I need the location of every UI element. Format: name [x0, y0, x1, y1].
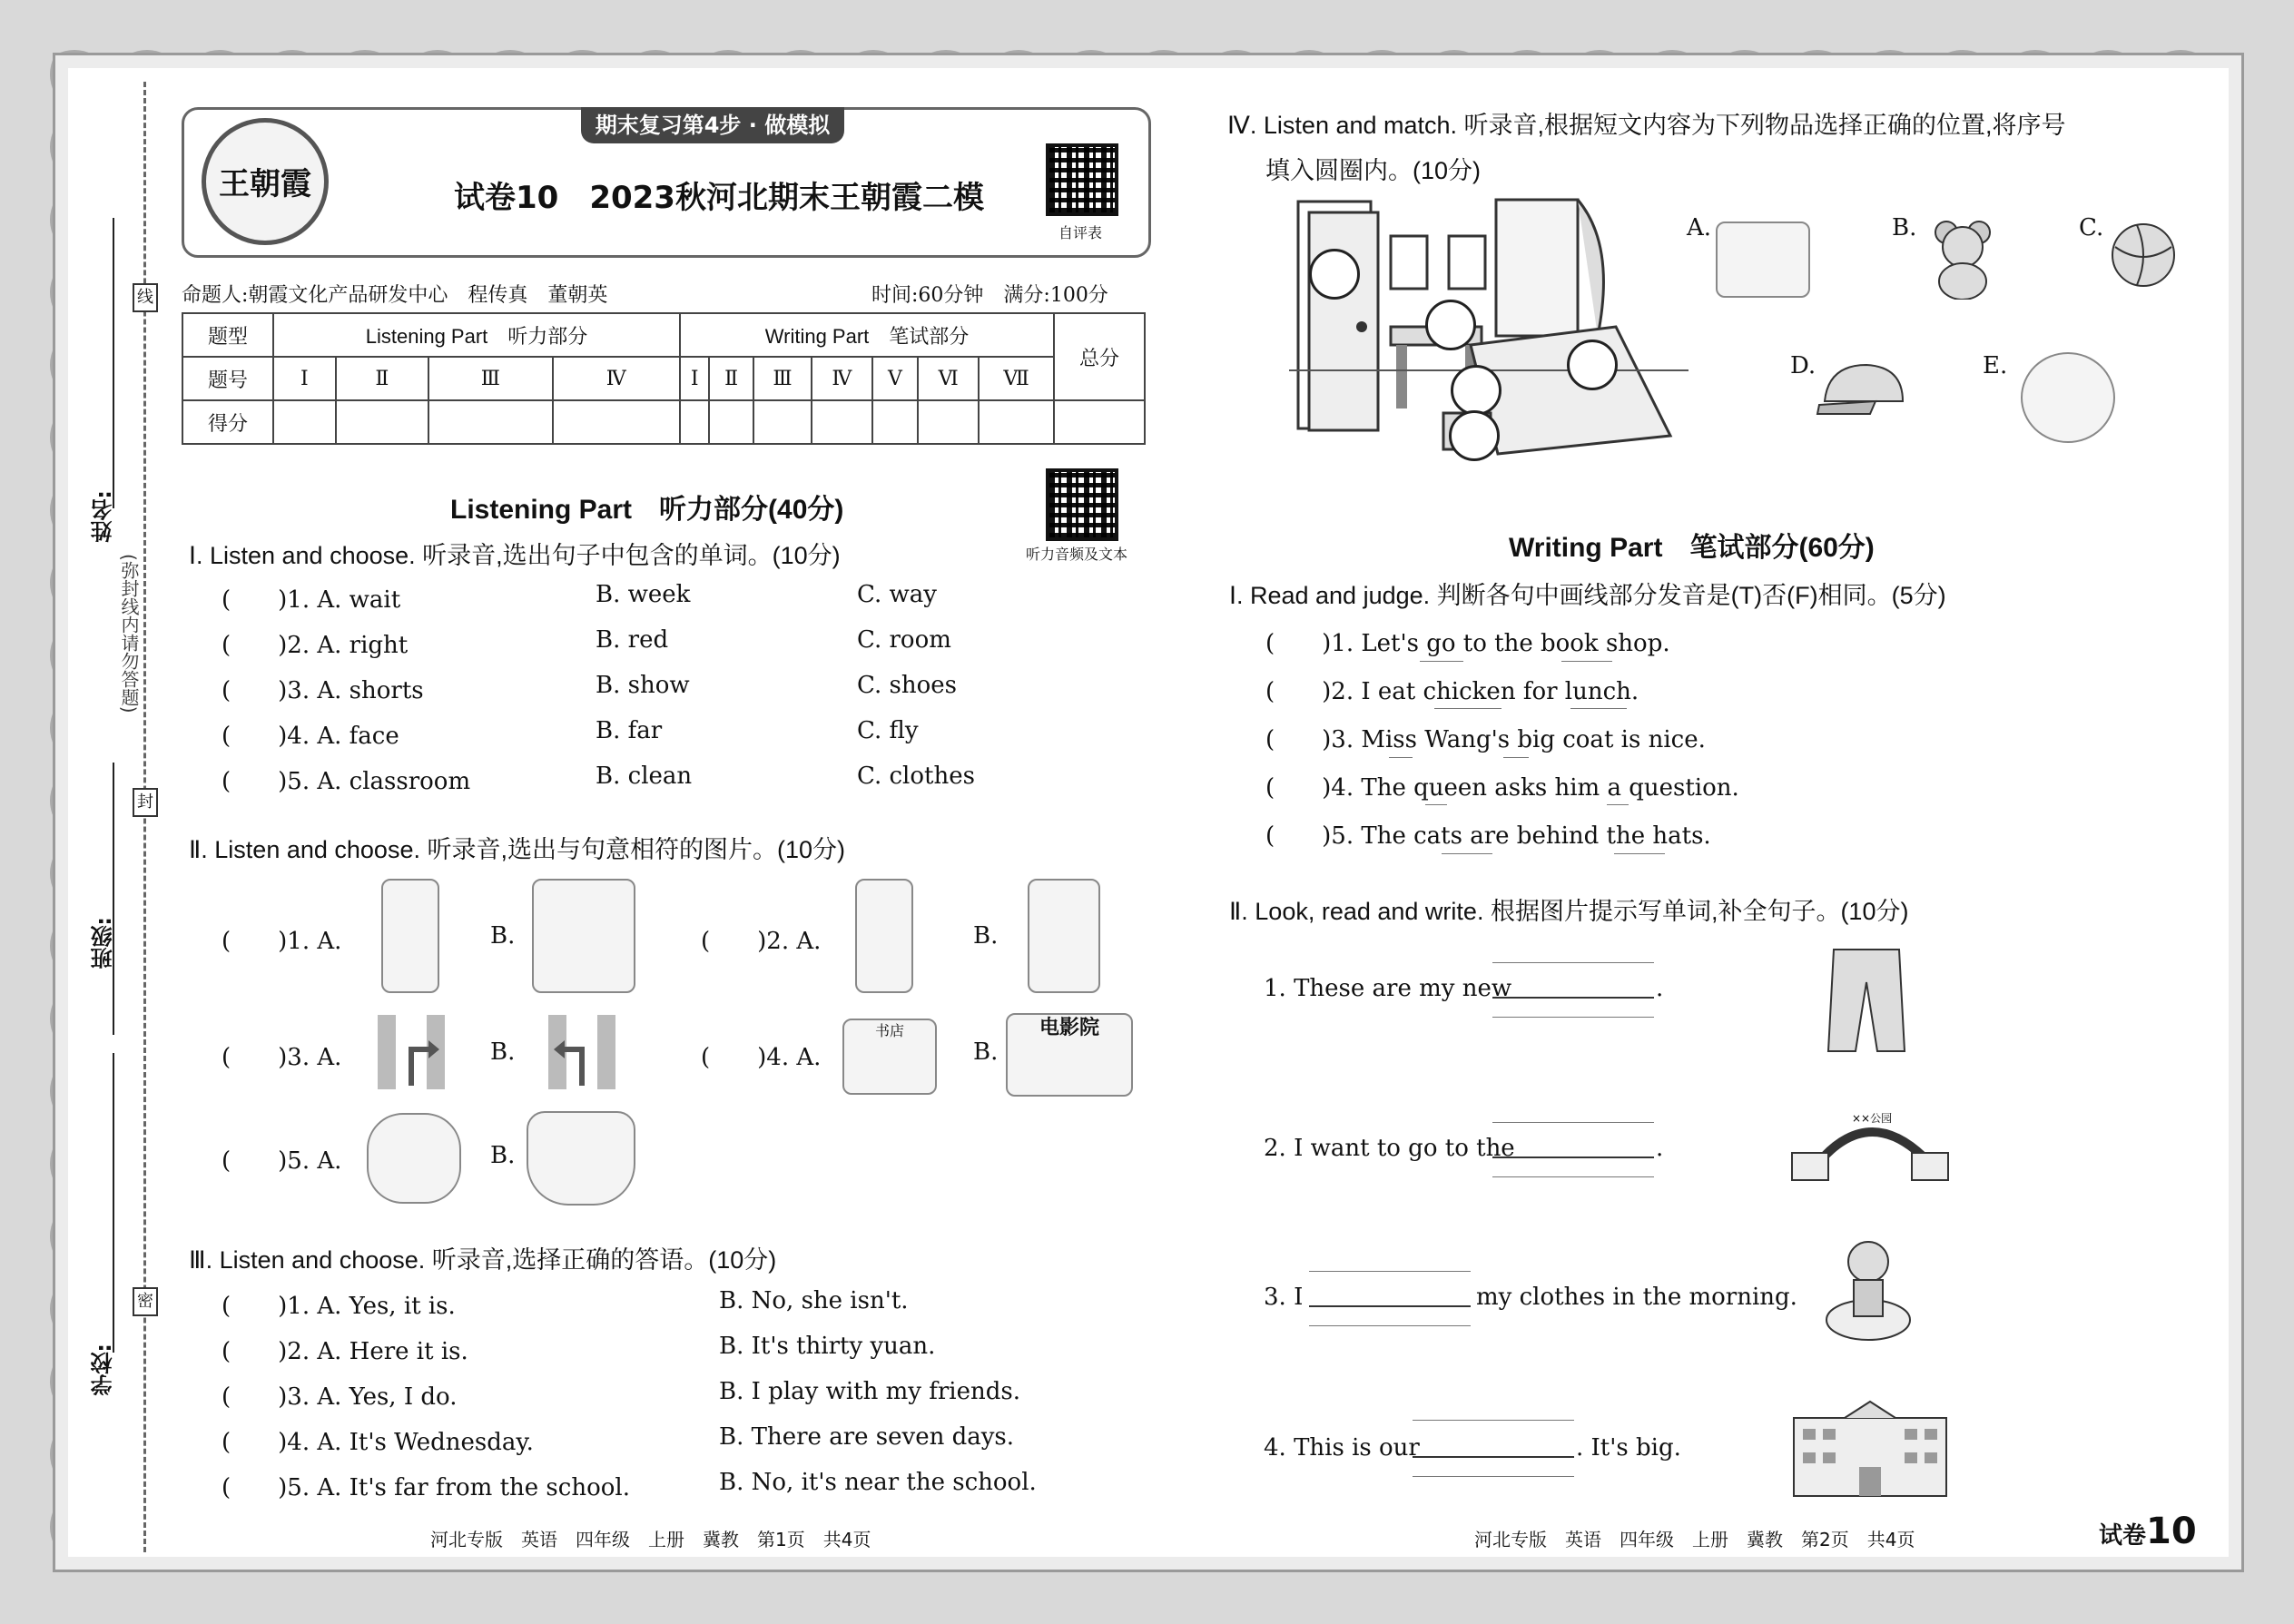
boy-washing-picture — [532, 879, 635, 993]
cap-icon — [1816, 361, 1912, 419]
cinema-sign: 电影院 — [1039, 1017, 1099, 1039]
s3-item-option-a: ( )3. A. Yes, I do. — [222, 1383, 458, 1411]
s2-q4-b: B. — [973, 1038, 999, 1066]
table-cell: 总分 — [1054, 313, 1145, 400]
listening-heading: Listening Part 听力部分(40分) — [450, 495, 844, 525]
w1-item: ( )4. The queen asks him a question. — [1265, 774, 1739, 802]
option-a-label: A. — [1687, 214, 1712, 241]
school-building-icon — [1790, 1400, 1950, 1498]
underline — [1503, 757, 1529, 758]
school-blank — [113, 1053, 114, 1353]
w2-item-1-post: . — [1656, 975, 1664, 1002]
seal-line-mark: 线 — [133, 283, 158, 312]
underline — [1442, 853, 1492, 854]
score-input[interactable] — [812, 400, 871, 444]
answer-blank[interactable] — [1413, 1456, 1574, 1458]
footer-left: 河北专版 英语 四年级 上册 冀教 第1页 共4页 — [430, 1529, 871, 1550]
answer-circle[interactable] — [1449, 410, 1500, 461]
ball-icon — [2110, 221, 2177, 289]
table-cell: Ⅲ — [428, 357, 552, 400]
w2-item-4-pre: 4. This is our — [1264, 1434, 1420, 1462]
brand-logo — [202, 118, 329, 245]
underline — [1434, 708, 1501, 709]
underline — [1614, 853, 1665, 854]
s1-item-option-a: ( )3. A. shorts — [222, 677, 424, 704]
w1-item: ( )2. I eat chicken for lunch. — [1265, 678, 1639, 705]
s1-item-option-a: ( )4. A. face — [222, 723, 399, 750]
option-b-label: B. — [1892, 214, 1917, 241]
class-blank — [113, 763, 114, 1035]
writing-heading: Writing Part 笔试部分(60分) — [1509, 533, 1875, 563]
answer-circle[interactable] — [1567, 340, 1618, 390]
s1-item-option-c: C. shoes — [857, 672, 957, 699]
s2-q5: ( )5. A. — [222, 1147, 342, 1175]
underline — [1570, 708, 1627, 709]
table-cell: 题型 — [182, 313, 273, 357]
answer-blank[interactable] — [1309, 1305, 1471, 1307]
w1-item: ( )1. Let's go to the book shop. — [1265, 630, 1670, 657]
s2-q2: ( )2. A. — [701, 928, 822, 955]
writing-guide-line — [1413, 1476, 1574, 1477]
qr-caption: 自评表 — [1058, 224, 1103, 241]
cinema-picture — [1006, 1013, 1133, 1097]
score-table — [182, 312, 1146, 445]
answer-blank[interactable] — [1492, 1156, 1654, 1158]
table-cell: Ⅱ — [709, 357, 753, 400]
writing-guide-line — [1309, 1271, 1471, 1272]
score-input[interactable] — [428, 400, 552, 444]
option-d-label: D. — [1790, 352, 1816, 379]
teddy-bear-icon — [1928, 218, 1997, 300]
score-input[interactable] — [709, 400, 753, 444]
table-cell: Ⅰ — [680, 357, 709, 400]
score-input[interactable] — [553, 400, 681, 444]
paper-title: 试卷10 2023秋河北期末王朝霞二模 — [454, 180, 984, 216]
section-3-title: Ⅲ. Listen and choose. 听录音,选择正确的答语。(10分) — [189, 1246, 777, 1274]
w2-item-3-post: my clothes in the morning. — [1476, 1284, 1797, 1311]
turn-right-sign-icon — [376, 1013, 447, 1091]
s1-item-option-b: B. week — [596, 581, 691, 608]
s3-item-option-b: B. No, she isn't. — [719, 1287, 909, 1314]
s1-item-option-a: ( )2. A. right — [222, 632, 409, 659]
w1-item: ( )3. Miss Wang's big coat is nice. — [1265, 726, 1706, 753]
table-cell: 题号 — [182, 357, 273, 400]
time-score: 时间:60分钟 满分:100分 — [871, 284, 1108, 307]
bookstore-picture — [842, 1019, 937, 1095]
paper-tag-number: 10 — [2146, 1511, 2197, 1552]
s1-item-option-a: ( )1. A. wait — [222, 586, 401, 614]
logo-text: 王朝霞 — [219, 166, 311, 202]
score-input[interactable] — [336, 400, 428, 444]
score-input[interactable] — [979, 400, 1054, 444]
audio-qr-caption: 听力音频及文本 — [1026, 546, 1128, 563]
score-input[interactable] — [1054, 400, 1145, 444]
option-c-label: C. — [2079, 214, 2104, 241]
s2-q1-b: B. — [490, 922, 516, 950]
s3-item-option-b: B. I play with my friends. — [719, 1378, 1020, 1405]
score-input[interactable] — [753, 400, 812, 444]
table-cell: Ⅶ — [979, 357, 1054, 400]
underline — [1389, 757, 1413, 758]
boy-standing-picture — [855, 879, 913, 993]
writing-guide-line — [1492, 1017, 1654, 1018]
answer-blank[interactable] — [1492, 997, 1654, 999]
table-cell: Writing Part 笔试部分 — [680, 313, 1054, 357]
table-cell: Ⅱ — [336, 357, 428, 400]
table-cell: Ⅰ — [273, 357, 336, 400]
s2-q2-b: B. — [973, 922, 999, 950]
flowers-picture — [2021, 352, 2115, 443]
table-cell: Ⅴ — [872, 357, 919, 400]
section-2-title: Ⅱ. Listen and choose. 听录音,选出与句意相符的图片。(10分) — [189, 836, 845, 863]
table-cell: Ⅲ — [753, 357, 812, 400]
table-cell: Ⅳ — [812, 357, 871, 400]
table-cell: Ⅳ — [553, 357, 681, 400]
s1-item-option-b: B. red — [596, 626, 669, 654]
w2-item-4-post: . It's big. — [1576, 1434, 1681, 1462]
table-cell: 得分 — [182, 400, 273, 444]
s1-item-option-c: C. room — [857, 626, 951, 654]
vegetable-basket-picture — [527, 1111, 635, 1206]
s3-item-option-a: ( )4. A. It's Wednesday. — [222, 1429, 534, 1456]
underline — [1420, 661, 1463, 662]
seal-note: (弥封线内请勿答题) — [118, 554, 140, 714]
class-label: 班级: — [91, 917, 116, 969]
paper-tag — [2099, 1511, 2197, 1552]
writing-guide-line — [1413, 1420, 1574, 1421]
section-1-title: Ⅰ. Listen and choose. 听录音,选出句子中包含的单词。(10分) — [189, 542, 841, 569]
table-cell: Listening Part 听力部分 — [273, 313, 680, 357]
s1-item-option-b: B. clean — [596, 763, 693, 790]
writing-guide-line — [1492, 962, 1654, 963]
s2-q3: ( )3. A. — [222, 1044, 342, 1071]
boy-pointing-picture — [381, 879, 439, 993]
answer-circle[interactable] — [1425, 300, 1476, 350]
park-sign: ××公园 — [1852, 1112, 1893, 1125]
header-banner: 期末复习第4步 · 做模拟 — [581, 107, 844, 143]
seal-seal-mark: 封 — [133, 788, 158, 817]
w2-item-2-post: . — [1656, 1135, 1664, 1162]
table-cell: Ⅵ — [918, 357, 979, 400]
s2-q5-b: B. — [490, 1142, 516, 1169]
underline — [1561, 661, 1612, 662]
s1-item-option-a: ( )5. A. classroom — [222, 768, 471, 795]
writing-1-title: Ⅰ. Read and judge. 判断各句中画线部分发音是(T)否(F)相同。(5分) — [1229, 582, 1946, 609]
answer-circle[interactable] — [1451, 365, 1501, 416]
s3-item-option-b: B. It's thirty yuan. — [719, 1333, 936, 1360]
option-e-label: E. — [1983, 352, 2008, 379]
s1-item-option-b: B. far — [596, 717, 663, 744]
w2-item-1-pre: 1. These are my new — [1264, 975, 1512, 1002]
w1-item: ( )5. The cats are behind the hats. — [1265, 822, 1711, 850]
writing-guide-line — [1309, 1325, 1471, 1326]
school-label: 学校: — [91, 1343, 116, 1396]
trousers-icon — [1826, 946, 1908, 1055]
writing-guide-line — [1492, 1122, 1654, 1123]
authors: 命题人:朝霞文化产品研发中心 程传真 董朝英 — [182, 284, 608, 307]
name-label: 姓名: — [91, 490, 116, 543]
audio-qr-code-icon[interactable] — [1046, 468, 1118, 541]
s1-item-option-c: C. fly — [857, 717, 919, 744]
score-input[interactable] — [273, 400, 336, 444]
girl-picture — [1028, 879, 1100, 993]
writing-guide-line — [1492, 1176, 1654, 1177]
underline — [1607, 804, 1629, 805]
park-gate-icon — [1788, 1095, 1952, 1186]
score-input[interactable] — [918, 400, 979, 444]
boy-washing-clothes-icon — [1821, 1238, 1915, 1347]
footer-right: 河北专版 英语 四年级 上册 冀教 第2页 共4页 — [1474, 1529, 1915, 1550]
score-input[interactable] — [872, 400, 919, 444]
s2-q3-b: B. — [490, 1038, 516, 1066]
s1-item-option-c: C. clothes — [857, 763, 975, 790]
underline — [1425, 804, 1447, 805]
w2-item-2-pre: 2. I want to go to the — [1264, 1135, 1515, 1162]
name-blank — [113, 218, 114, 508]
score-input[interactable] — [680, 400, 709, 444]
s3-item-option-a: ( )2. A. Here it is. — [222, 1338, 468, 1365]
answer-circle[interactable] — [1309, 249, 1360, 300]
turn-left-sign-icon — [546, 1013, 617, 1091]
w2-item-3-pre: 3. I — [1264, 1284, 1304, 1311]
seal-secret-mark: 密 — [133, 1287, 158, 1316]
s3-item-option-a: ( )5. A. It's far from the school. — [222, 1474, 630, 1501]
qr-code-icon[interactable] — [1046, 143, 1118, 216]
phone-picture — [1716, 221, 1810, 298]
s2-q4: ( )4. A. — [701, 1044, 822, 1071]
s2-q1: ( )1. A. — [222, 928, 342, 955]
section-4-title-line2: 填入圆圈内。(10分) — [1265, 157, 1482, 184]
writing-2-title: Ⅱ. Look, read and write. 根据图片提示写单词,补全句子。(10分) — [1229, 898, 1909, 925]
s3-item-option-a: ( )1. A. Yes, it is. — [222, 1293, 456, 1320]
s1-item-option-b: B. show — [596, 672, 690, 699]
s1-item-option-c: C. way — [857, 581, 937, 608]
s3-item-option-b: B. No, it's near the school. — [719, 1469, 1037, 1496]
paper-tag-text: 试卷 — [2099, 1522, 2147, 1550]
bookstore-sign: 书店 — [874, 1022, 904, 1039]
section-4-title-line1: Ⅳ. Listen and match. 听录音,根据短文内容为下列物品选择正确的位置,将序号 — [1227, 112, 2066, 139]
s3-item-option-b: B. There are seven days. — [719, 1423, 1015, 1451]
fruit-picture — [367, 1113, 461, 1204]
